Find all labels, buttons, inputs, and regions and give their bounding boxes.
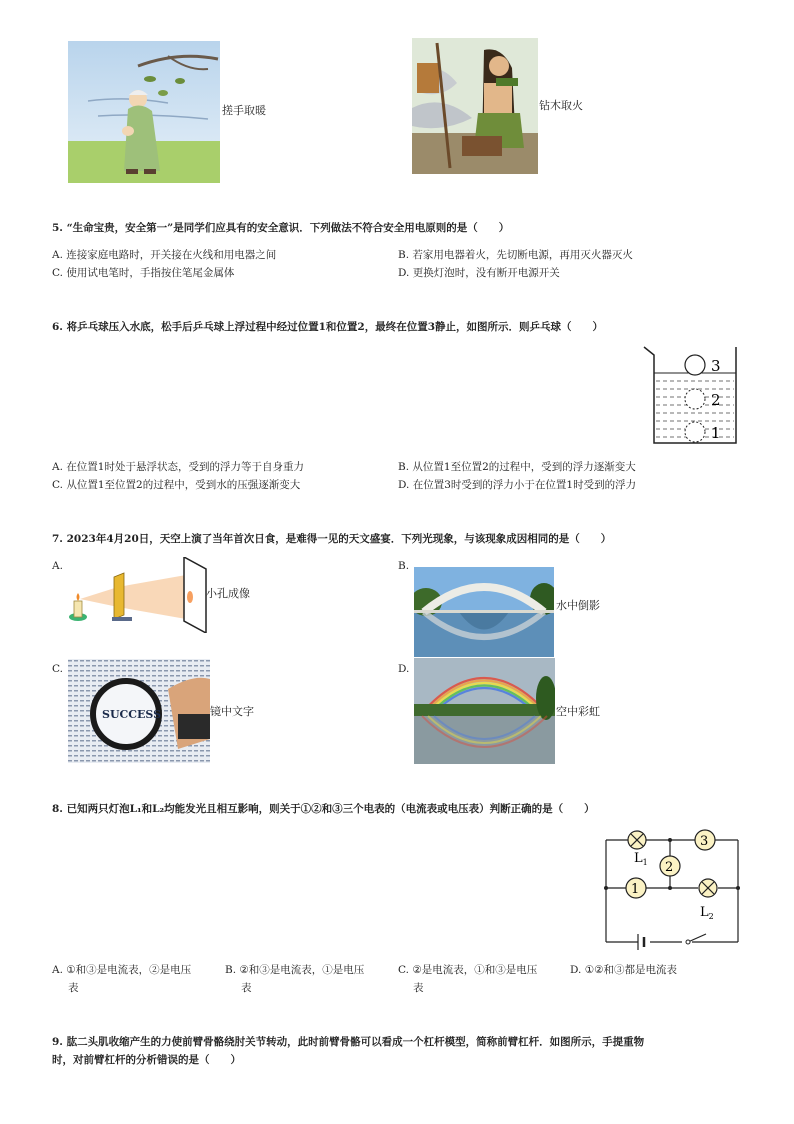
q7-option-c-letter[interactable]: C. — [52, 663, 63, 675]
q7-option-b-letter[interactable]: B. — [398, 560, 410, 572]
circuit-diagram — [598, 826, 744, 950]
q5-stem: 5. “生命宝贵，安全第一”是同学们应具有的安全意识．下列做法不符合安全用电原则的是（ ） — [52, 222, 510, 234]
lamp-l2-label: L — [700, 905, 709, 920]
magnifier-image — [68, 659, 210, 763]
beaker-label-2: 2 — [711, 391, 721, 409]
q7-option-c-caption: 镜中文字 — [210, 705, 254, 718]
left-image-caption: 搓手取暖 — [222, 104, 266, 117]
magnifier-text: SUCCESS — [102, 708, 162, 721]
q6-option-a[interactable]: A. 在位置1时处于悬浮状态，受到的浮力等于自身重力 — [52, 461, 304, 473]
q8-option-d[interactable]: D. ①②和③都是电流表 — [570, 964, 678, 976]
q7-option-b-caption: 水中倒影 — [556, 599, 600, 612]
q5-option-d[interactable]: D. 更换灯泡时，没有断开电源开关 — [398, 267, 560, 279]
meter-3-label: 3 — [700, 834, 709, 849]
drilling-fire-image — [412, 38, 538, 174]
beaker-label-1: 1 — [711, 424, 721, 442]
q9-stem-line1: 9. 肱二头肌收缩产生的力使前臂骨骼绕肘关节转动，此时前臂骨骼可以看成一个杠杆模型，简称前臂杠杆．如图所示，手提重物 — [52, 1036, 645, 1048]
q8-option-c[interactable]: C. ②是电流表，①和③是电压 — [398, 964, 538, 976]
q7-option-d-letter[interactable]: D. — [398, 663, 410, 675]
beaker-label-3: 3 — [711, 357, 721, 375]
rainbow-image — [414, 658, 555, 764]
meter-2-label: 2 — [665, 860, 674, 875]
q8-option-b-wrap: 表 — [241, 982, 252, 994]
q6-option-b[interactable]: B. 从位置1至位置2的过程中，受到的浮力逐渐变大 — [398, 461, 636, 473]
q6-option-c[interactable]: C. 从位置1至位置2的过程中，受到水的压强逐渐变大 — [52, 479, 301, 491]
q8-option-a-wrap: 表 — [68, 982, 79, 994]
q5-option-c[interactable]: C. 使用试电笔时，手指按住笔尾金属体 — [52, 267, 235, 279]
q7-option-a-caption: 小孔成像 — [206, 587, 250, 600]
q9-stem-line2: 时，对前臂杠杆的分析错误的是（ ） — [52, 1054, 241, 1066]
svg-text:L2 — [700, 905, 714, 921]
q8-option-a[interactable]: A. ①和③是电流表，②是电压 — [52, 964, 192, 976]
q6-stem: 6. 将乒乓球压入水底，松手后乒乓球上浮过程中经过位置1和位置2，最终在位置3静止，如图所示．则乒乓球（ ） — [52, 321, 604, 333]
pinhole-image — [66, 557, 208, 633]
q5-option-a[interactable]: A. 连接家庭电路时，开关接在火线和用电器之间 — [52, 249, 277, 261]
q8-stem: 8. 已知两只灯泡L₁和L₂均能发光且相互影响，则关于①②和③三个电表的（电流表或电压表）判断正确的是（ ） — [52, 803, 595, 815]
q7-stem: 7. 2023年4月20日，天空上演了当年首次日食，是难得一见的天文盛宴．下列光现象，与该现象成因相同的是（ ） — [52, 533, 612, 545]
q8-option-b[interactable]: B. ②和③是电流表，①是电压 — [225, 964, 365, 976]
beaker-diagram — [640, 343, 740, 447]
meter-1-label: 1 — [631, 882, 640, 897]
q7-option-a-letter[interactable]: A. — [52, 560, 63, 572]
svg-text:L1 — [634, 851, 648, 867]
lamp-l2-subscript: 2 — [708, 912, 714, 921]
q8-option-c-wrap: 表 — [413, 982, 424, 994]
q5-option-b[interactable]: B. 若家用电器着火，先切断电源，再用灭火器灭火 — [398, 249, 633, 261]
q7-option-d-caption: 空中彩虹 — [556, 705, 600, 718]
q6-option-d[interactable]: D. 在位置3时受到的浮力小于在位置1时受到的浮力 — [398, 479, 637, 491]
lamp-l1-label: L — [634, 851, 643, 866]
right-image-caption: 钻木取火 — [539, 99, 583, 112]
bridge-reflection-image — [414, 567, 554, 657]
hand-rubbing-image — [68, 41, 220, 183]
lamp-l1-subscript: 1 — [642, 858, 648, 867]
